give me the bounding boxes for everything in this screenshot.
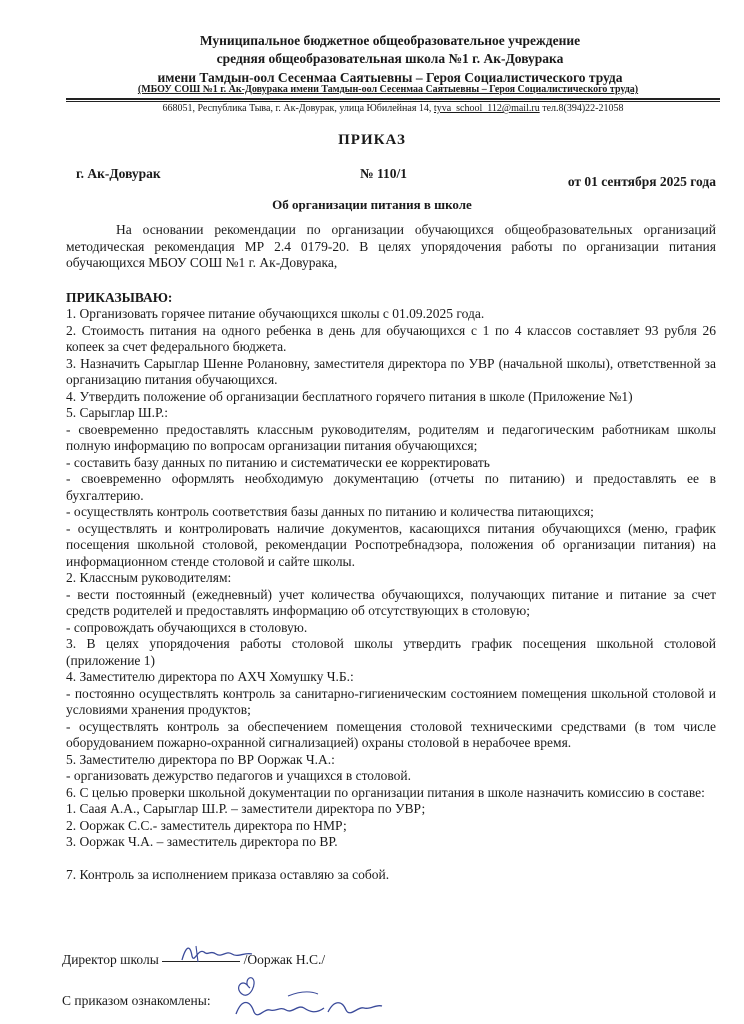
order-item: 5. Заместителю директора по ВР Ооржак Ч.А.:	[66, 751, 335, 767]
order-item: 3. В целях упорядочения работы столовой школы утвердить график посещения школьной столовой (приложение 1)	[66, 636, 716, 668]
org-name-line3: имени Тамдын-оол Сесенмаа Саятыевны – Героя Социалистического труда	[157, 70, 623, 85]
order-item: 3. Назначить Сарыглар Шенне Ролановну, заместителя директора по УВР (начальной школы), ответственной за организацию питания обучающихся.	[66, 355, 716, 387]
acknowledged-label: С приказом ознакомлены:	[62, 993, 211, 1008]
org-address	[66, 103, 720, 114]
org-name-line2: средняя общеобразовательная школа №1 г. Ак-Довурака	[216, 51, 564, 66]
document-date: от 01 сентября 2025 года	[567, 174, 716, 189]
order-item: 7. Контроль за исполнением приказа оставляю за собой.	[66, 867, 390, 882]
order-item: - осуществлять контроль соответствия базы данных по питанию и количества питающихся;	[66, 504, 594, 519]
header-rule-thin	[66, 101, 720, 102]
document-city: г. Ак-Довурак	[76, 166, 161, 181]
order-item: - постоянно осуществлять контроль за санитарно-гигиеническим состоянием помещения школьной столовой и условиями хранения продуктов;	[66, 685, 716, 717]
order-item: 2. Стоимость питания на одного ребенка в день для обучающихся с 1 по 4 классов составляет 93 рубля 26 копеек за счет федерального бюджета.	[66, 322, 716, 354]
preamble-paragraph	[66, 222, 716, 272]
phone-text: тел.8(394)22-21058	[542, 103, 624, 114]
order-item: 3. Ооржак Ч.А. – заместитель директора по ВР.	[66, 834, 338, 849]
document-number: № 110/1	[360, 166, 407, 181]
org-name-line1: Муниципальное бюджетное общеобразовательное учреждение	[199, 33, 581, 48]
acknowledgement-signatures-image	[228, 974, 388, 1024]
document-title: ПРИКАЗ	[338, 132, 406, 148]
order-item	[66, 851, 716, 868]
order-item: - своевременно предоставлять классным руководителям, родителям и педагогическим работникам школы полную информацию по вопросам организации питания обучающихся;	[66, 421, 716, 453]
order-item: 4. Утвердить положение об организации бесплатного горячего питания в школе (Приложение №1)	[66, 388, 633, 404]
order-item: 5. Сарыглар Ш.Р.:	[66, 405, 168, 420]
order-item: - осуществлять и контролировать наличие документов, касающихся питания обучающихся (меню, график посещения школьной столовой, рекомендации Роспотребнадзора, положения об организации питания) на информационном стенде столовой и сайте школы.	[66, 520, 716, 569]
order-item: 6. С целью проверки школьной документации по организации питания в школе назначить комиссию в составе:	[66, 784, 705, 800]
order-item: - вести постоянный (ежедневный) учет количества обучающихся, получающих питание и питание за счет средств родителей и предоставлять информацию об отсутствующих в столовую;	[66, 586, 716, 618]
header-rule-thick	[66, 98, 720, 100]
order-item: 4. Заместителю директора по АХЧ Хомушку Ч.Б.:	[66, 669, 354, 684]
address-text: 668051, Республика Тыва, г. Ак-Довурак, улица Юбилейная 14,	[162, 103, 432, 114]
order-item: - своевременно оформлять необходимую документацию (отчеты по питанию) и предоставлять ее в бухгалтерию.	[66, 471, 716, 503]
order-item: 2. Классным руководителям:	[66, 570, 232, 585]
signatory-name: /Ооржак Н.С./	[243, 952, 326, 967]
order-item: - сопровождать обучающихся в столовую.	[66, 619, 308, 635]
order-item: 1. Организовать горячее питание обучающихся школы с 01.09.2025 года.	[66, 306, 485, 321]
order-item: 1. Саая А.А., Сарыглар Ш.Р. – заместители директора по УВР;	[66, 801, 426, 816]
order-item: 2. Ооржак С.С.- заместитель директора по НМР;	[66, 817, 347, 833]
order-item: - составить базу данных по питанию и систематически ее корректировать	[66, 454, 490, 470]
preamble-text: На основании рекомендации по организации обучающихся общеобразовательных организаций методическая рекомендация МР 2.4 0179-20. В целях упорядочения работы по организации питания обучающихся МБОУ СОШ №1 г. Ак-Довурака,	[66, 222, 716, 270]
org-short-name: (МБОУ СОШ №1 г. Ак-Довурака имени Тамдын-оол Сесенмаа Саятыевны – Героя Социалистического труда)	[137, 84, 639, 95]
order-item: - организовать дежурство педагогов и учащихся в столовой.	[66, 768, 412, 783]
document-subject: Об организации питания в школе	[272, 197, 472, 212]
email-link[interactable]: tyva_school_112@mail.ru	[433, 103, 540, 114]
order-item: - осуществлять контроль за обеспечением помещения столовой техническими средствами (в том числе оборудованием пожарно-охранной сигнализацией) охраны столовой в нерабочее время.	[66, 718, 716, 750]
order-items	[66, 306, 716, 884]
director-signature-image	[176, 938, 256, 968]
signature-label: Директор школы	[62, 952, 159, 967]
order-heading: ПРИКАЗЫВАЮ:	[66, 290, 173, 305]
